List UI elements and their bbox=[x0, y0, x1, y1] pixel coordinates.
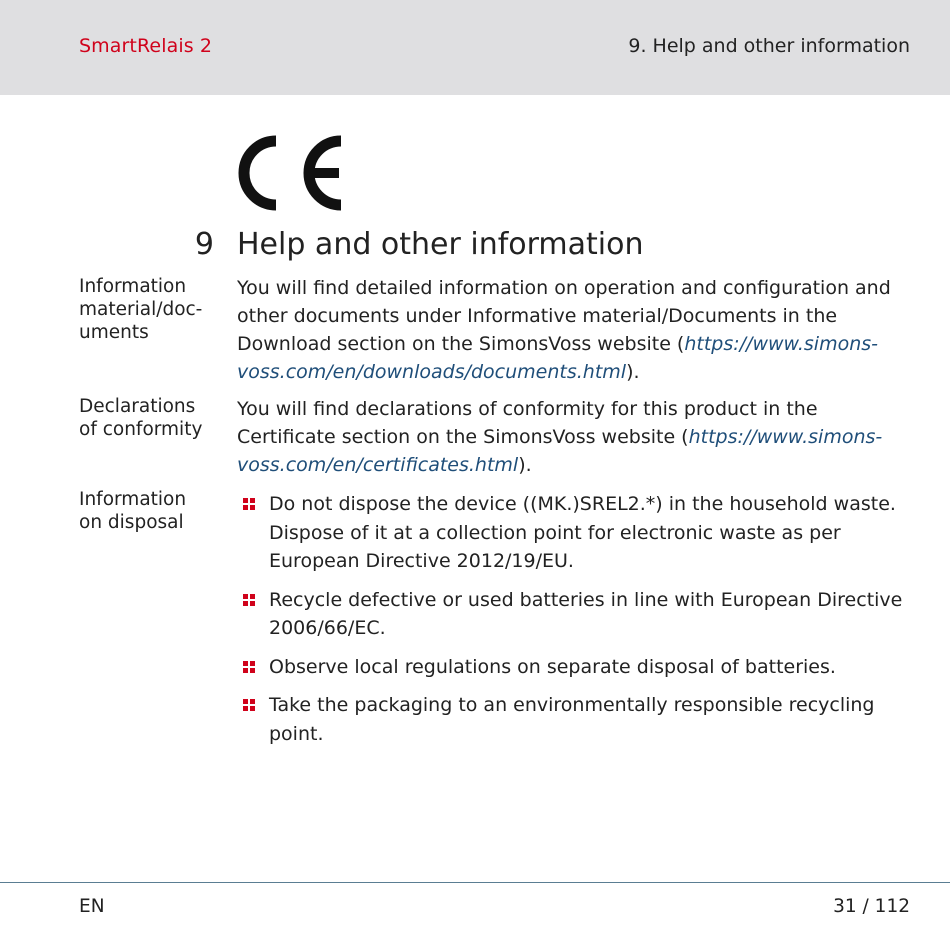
certificates-link-continued[interactable]: voss.com/en/certificates.html bbox=[237, 454, 519, 476]
paragraph-line bbox=[237, 451, 917, 479]
paragraph-line: You will find declarations of conformity for this product in the bbox=[237, 398, 818, 420]
documents-link-continued[interactable]: voss.com/en/downloads/documents.html bbox=[237, 361, 627, 383]
side-label-disposal bbox=[79, 488, 219, 534]
label-line: Information bbox=[79, 489, 187, 510]
bullet-line: Dispose of it at a collection point for electronic waste as per bbox=[269, 521, 841, 544]
list-item bbox=[237, 586, 917, 643]
paragraph-line bbox=[237, 358, 917, 386]
paragraph-line: other documents under Informative material/Documents in the bbox=[237, 305, 838, 327]
paragraph-line bbox=[237, 330, 917, 358]
red-square-bullet-icon bbox=[243, 661, 255, 673]
paragraph-text: ). bbox=[518, 454, 532, 476]
footer-divider bbox=[0, 882, 950, 883]
paragraph-line: You will find detailed information on operation and configuration and bbox=[237, 277, 891, 299]
list-item bbox=[237, 653, 917, 682]
chapter-number: 9 bbox=[194, 227, 214, 262]
disposal-bullet-list bbox=[237, 490, 917, 758]
page-header bbox=[0, 0, 950, 95]
chapter-title: Help and other information bbox=[237, 227, 644, 262]
label-line: of conformity bbox=[79, 419, 203, 440]
footer-language: EN bbox=[79, 896, 105, 917]
footer-page-number: 31 / 112 bbox=[833, 896, 910, 917]
label-line: on disposal bbox=[79, 512, 184, 533]
declarations-paragraph bbox=[237, 395, 917, 479]
label-line: Information bbox=[79, 276, 187, 297]
information-material-paragraph bbox=[237, 274, 917, 386]
side-label-declarations bbox=[79, 395, 219, 441]
bullet-line: 2006/66/EC. bbox=[269, 617, 386, 639]
red-square-bullet-icon bbox=[243, 699, 255, 711]
bullet-line: European Directive 2012/19/EU. bbox=[269, 550, 574, 572]
red-square-bullet-icon bbox=[243, 498, 255, 510]
section-reference: 9. Help and other information bbox=[628, 35, 910, 57]
brand-name: SmartRelais 2 bbox=[79, 35, 213, 57]
ce-mark-icon bbox=[236, 133, 346, 213]
list-item bbox=[237, 691, 917, 748]
list-item bbox=[237, 490, 917, 576]
side-label-information-material bbox=[79, 275, 219, 344]
bullet-line: Take the packaging to an environmentally responsible recycling bbox=[269, 694, 875, 716]
bullet-line: Observe local regulations on separate disposal of batteries. bbox=[269, 655, 836, 678]
documents-link[interactable]: https://www.simons- bbox=[684, 333, 878, 355]
paragraph-text: ). bbox=[626, 361, 640, 383]
red-square-bullet-icon bbox=[243, 594, 255, 606]
paragraph-text: Download section on the SimonsVoss website ( bbox=[237, 333, 685, 355]
paragraph-line bbox=[237, 423, 917, 451]
label-line: Declarations bbox=[79, 396, 196, 417]
label-line: uments bbox=[79, 322, 149, 343]
bullet-line: point. bbox=[269, 722, 324, 745]
certificates-link[interactable]: https://www.simons- bbox=[688, 426, 883, 448]
bullet-line: Recycle defective or used batteries in line with European Directive bbox=[269, 588, 903, 611]
paragraph-text: Certificate section on the SimonsVoss website ( bbox=[237, 426, 689, 448]
bullet-line: Do not dispose the device ((MK.)SREL2.*) in the household waste. bbox=[269, 493, 896, 515]
label-line: material/doc- bbox=[79, 299, 203, 320]
